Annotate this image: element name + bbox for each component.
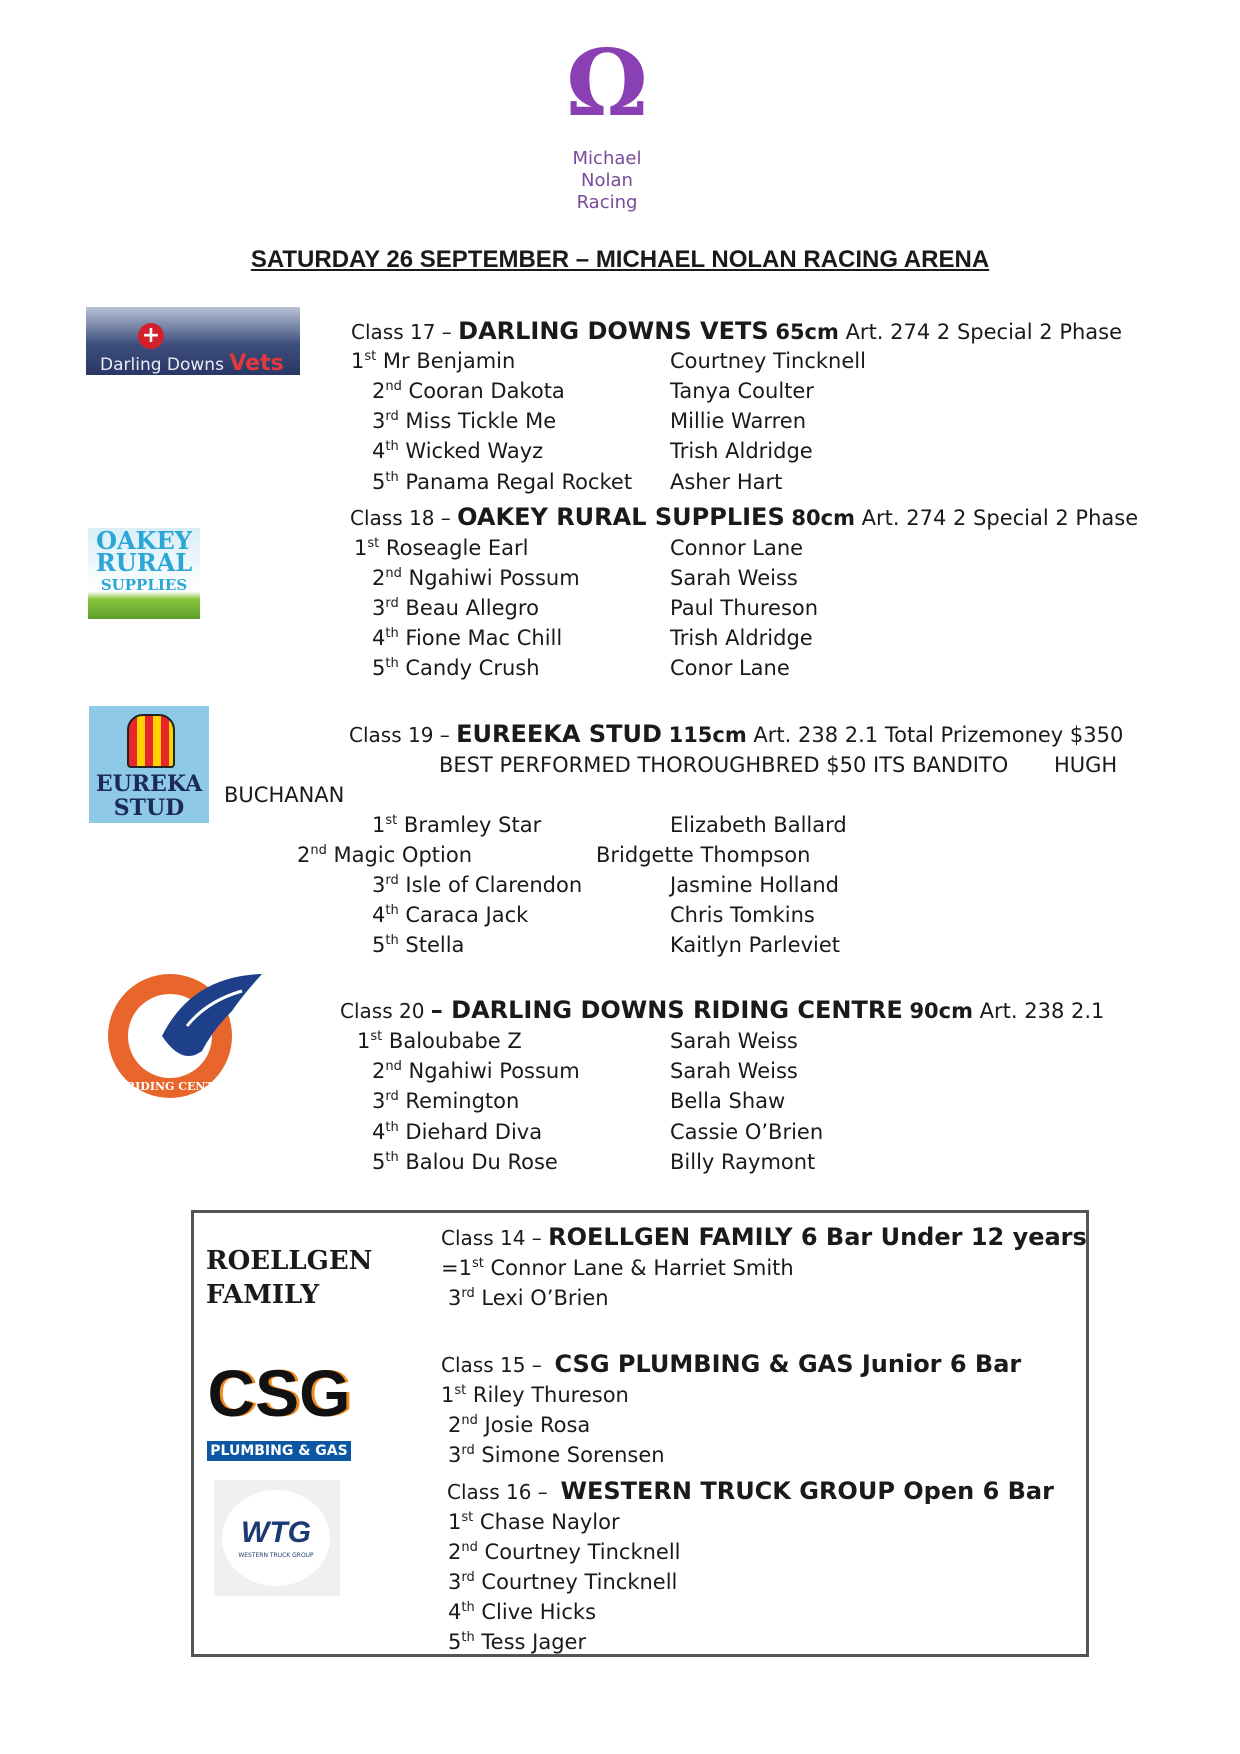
class-19-note-name-first: HUGH [1054,753,1118,777]
rider-name: Billy Raymont [670,1150,816,1174]
class-16-header: Class 16 – WESTERN TRUCK GROUP Open 6 Bar [447,1477,1054,1505]
result-row: 4th Wicked Wayz [372,439,544,463]
rider-name: Cassie O’Brien [670,1120,824,1144]
eureka-logo-line1: EUREKA [95,771,203,797]
rider-name: Bella Shaw [670,1089,786,1113]
rider-name: Conor Lane [670,656,790,680]
class-19-note-name-last: BUCHANAN [224,783,345,807]
rider-name: Millie Warren [670,409,807,433]
roellgen-logo-line1: ROELLGEN [206,1246,373,1276]
class-19-special-note: BEST PERFORMED THOROUGHBRED $50 ITS BANDITO [439,753,1009,777]
wtg-logo-letters: WTG [241,1516,311,1549]
western-truck-group-logo [214,1480,340,1596]
ddrc-logo-top: DARLING DOWNS [116,962,229,975]
rider-name: Connor Lane [670,536,804,560]
class-14-header: Class 14 – ROELLGEN FAMILY 6 Bar Under 12 years [441,1223,1087,1251]
rider-name: Jasmine Holland [670,873,840,897]
result-row: 1st Riley Thureson [441,1383,629,1407]
darling-downs-riding-centre-logo [92,956,284,1106]
oakey-logo-line2: RURAL [95,548,193,577]
csg-plumbing-logo [207,1345,351,1473]
result-row: 2nd Magic Option [297,843,473,867]
rider-name: Trish Aldridge [670,626,813,650]
result-row: 5th Panama Regal Rocket [372,470,633,494]
result-row: =1st Connor Lane & Harriet Smith [441,1256,794,1280]
result-row: 4th Clive Hicks [448,1600,597,1624]
result-row: 3rd Lexi O’Brien [448,1286,609,1310]
ddrc-logo-bottom: RIDING CENTRE [126,1080,232,1093]
result-row: 5th Balou Du Rose [372,1150,558,1174]
oakey-logo-line1: OAKEY [96,528,192,555]
darling-downs-vets-logo [86,307,300,375]
rider-name: Kaitlyn Parleviet [670,933,840,957]
result-row: 1st Baloubabe Z [357,1029,522,1053]
result-row: 3rd Courtney Tincknell [448,1570,678,1594]
result-row: 5th Candy Crush [372,656,540,680]
result-row: 2nd Ngahiwi Possum [372,1059,580,1083]
wtg-logo-sub: WESTERN TRUCK GROUP [238,1552,314,1559]
oakey-logo-line3: SUPPLIES [100,576,188,594]
rider-name: Trish Aldridge [670,439,813,463]
result-row: 1st Mr Benjamin [351,349,516,373]
class-18-header: Class 18 – OAKEY RURAL SUPPLIES 80cm Art. 274 2 Special 2 Phase [350,503,1139,531]
result-row: 4th Caraca Jack [372,903,529,927]
result-row: 4th Fione Mac Chill [372,626,563,650]
rider-name: Courtney Tincknell [670,349,866,373]
omega-icon: Ω [566,29,648,137]
class-19-header: Class 19 – EUREEKA STUD 115cm Art. 238 2.1 Total Prizemoney $350 [349,720,1124,748]
rider-name: Sarah Weiss [670,1059,798,1083]
vet-cross-icon: + [138,323,164,349]
org-logo-line2: Nolan [581,170,633,191]
rider-name: Sarah Weiss [670,566,798,590]
result-row: 3rd Isle of Clarendon [372,873,583,897]
class-15-header: Class 15 – CSG PLUMBING & GAS Junior 6 Bar [441,1350,1022,1378]
result-row: 1st Chase Naylor [448,1510,620,1534]
result-row: 5th Tess Jager [448,1630,587,1654]
rider-name: Paul Thureson [670,596,819,620]
org-logo-line1: Michael [572,148,642,169]
ddv-logo-vets: Vets [229,351,284,375]
jockey-silks-icon [127,714,175,768]
csg-logo-letters: CSG [207,1356,351,1430]
result-row: 3rd Simone Sorensen [448,1443,665,1467]
class-20-header: Class 20 – DARLING DOWNS RIDING CENTRE 90cm Art. 238 2.1 [340,996,1105,1024]
result-row: 3rd Remington [372,1089,520,1113]
class-17-header: Class 17 – DARLING DOWNS VETS 65cm Art. 274 2 Special 2 Phase [351,317,1123,345]
rider-name: Chris Tomkins [670,903,815,927]
rider-name: Bridgette Thompson [596,843,811,867]
csg-logo-line: PLUMBING & GAS [207,1441,351,1461]
result-row: 2nd Courtney Tincknell [448,1540,681,1564]
eureka-stud-logo [89,706,209,823]
rider-name: Elizabeth Ballard [670,813,847,837]
result-row: 2nd Josie Rosa [448,1413,591,1437]
org-logo [547,28,667,218]
result-row: 4th Diehard Diva [372,1120,543,1144]
result-row: 2nd Cooran Dakota [372,379,565,403]
org-logo-line3: Racing [576,192,638,213]
page-title: SATURDAY 26 SEPTEMBER – MICHAEL NOLAN RACING ARENA [250,246,990,273]
result-row: 5th Stella [372,933,465,957]
result-row: 1st Roseagle Earl [354,536,529,560]
oakey-rural-supplies-logo [88,528,200,619]
result-row: 2nd Ngahiwi Possum [372,566,580,590]
rider-name: Tanya Coulter [670,379,814,403]
ddv-logo-text: Darling Downs [100,355,224,375]
result-row: 1st Bramley Star [372,813,542,837]
rider-name: Asher Hart [670,470,783,494]
rider-name: Sarah Weiss [670,1029,798,1053]
roellgen-logo-line2: FAMILY [206,1280,320,1310]
eureka-logo-line2: STUD [113,795,185,821]
result-row: 3rd Beau Allegro [372,596,539,620]
result-row: 3rd Miss Tickle Me [372,409,557,433]
roellgen-family-logo [206,1244,372,1312]
